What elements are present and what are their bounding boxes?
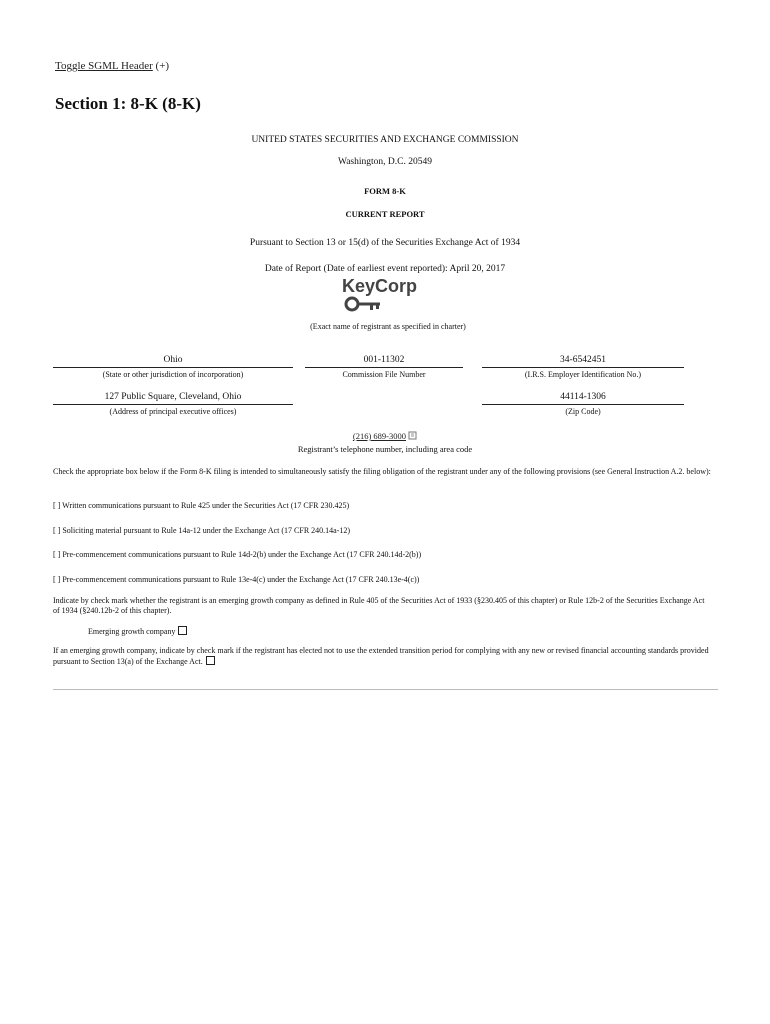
ein-label: (I.R.S. Employer Identification No.)	[482, 367, 684, 379]
keycorp-logo	[340, 276, 435, 314]
phone-value[interactable]: (216) 689-3000	[352, 431, 406, 441]
exact-name-label: (Exact name of registrant as specified in charter)	[310, 322, 466, 331]
pursuant-text: Pursuant to Section 13 or 15(d) of the Securities Exchange Act of 1934	[249, 238, 521, 248]
file-number-label: Commission File Number	[305, 367, 463, 379]
instructions-text: Check the appropriate box below if the Form 8-K filing is intended to simultaneously satisfy the filing obligation of the registrant under any of the following provisions (see General Instruction A.2. below):	[53, 467, 711, 476]
emerging-growth-row	[88, 626, 388, 637]
checkbox-written-communications: [ ] Written communications pursuant to Rule 425 under the Securities Act (17 CFR 230.425)	[53, 501, 350, 510]
divider	[53, 689, 718, 690]
checkbox-soliciting-material: [ ] Soliciting material pursuant to Rule 14a-12 under the Exchange Act (17 CFR 240.14a-12)	[53, 526, 351, 535]
toggle-suffix: (+)	[155, 60, 170, 72]
phone-label: Registrant’s telephone number, including area code	[297, 444, 473, 454]
checkbox-precommencement-14d: [ ] Pre-commencement communications pursuant to Rule 14d-2(b) under the Exchange Act (17 CFR 240.14d-2(b))	[53, 550, 422, 559]
address-value: 127 Public Square, Cleveland, Ohio	[104, 392, 242, 402]
date-of-report: Date of Report (Date of earliest event reported): April 20, 2017	[264, 264, 506, 274]
file-number-value: 001-11302	[363, 355, 405, 365]
key-logo-icon	[340, 276, 435, 314]
transition-text: If an emerging growth company, indicate by check mark if the registrant has elected not to use the extended transition period for complying with any new or revised financial accounting standards provided pursuant to Section 13(a) of the Exchange Act.	[53, 646, 709, 666]
sgml-toggle	[55, 60, 169, 72]
commission-name: UNITED STATES SECURITIES AND EXCHANGE COMMISSION	[251, 135, 519, 145]
checkbox-precommencement-13e: [ ] Pre-commencement communications pursuant to Rule 13e-4(c) under the Exchange Act (17 CFR 240.13e-4(c))	[53, 575, 420, 584]
emerging-indicate-text: Indicate by check mark whether the registrant is an emerging growth company as defined in Rule 405 of the Securities Act of 1933 (§230.405 of this chapter) or Rule 12b-2 of the Securities Exchange Act of 1934 (§240.12b-2 of this chapter).	[53, 596, 705, 615]
transition-checkbox[interactable]	[206, 656, 215, 665]
address-label: (Address of principal executive offices)	[53, 404, 293, 416]
form-title: FORM 8-K	[364, 186, 406, 196]
section-title: Section 1: 8-K (8-K)	[55, 94, 201, 113]
ein-value: 34-6542451	[560, 355, 606, 365]
logo-text: KeyCorp	[342, 276, 418, 296]
state-value: Ohio	[163, 355, 183, 365]
emerging-growth-checkbox[interactable]	[178, 626, 187, 635]
zip-value: 44114-1306	[560, 392, 606, 402]
emerging-growth-label: Emerging growth company	[88, 627, 176, 636]
phone-row	[0, 431, 770, 441]
commission-location: Washington, D.C. 20549	[338, 157, 432, 167]
phone-link-icon[interactable]	[408, 431, 417, 440]
state-label: (State or other jurisdiction of incorporation)	[53, 367, 293, 379]
toggle-sgml-header-link[interactable]: Toggle SGML Header	[55, 60, 153, 72]
report-title: CURRENT REPORT	[345, 209, 425, 219]
transition-row	[53, 646, 713, 667]
zip-label: (Zip Code)	[482, 404, 684, 416]
